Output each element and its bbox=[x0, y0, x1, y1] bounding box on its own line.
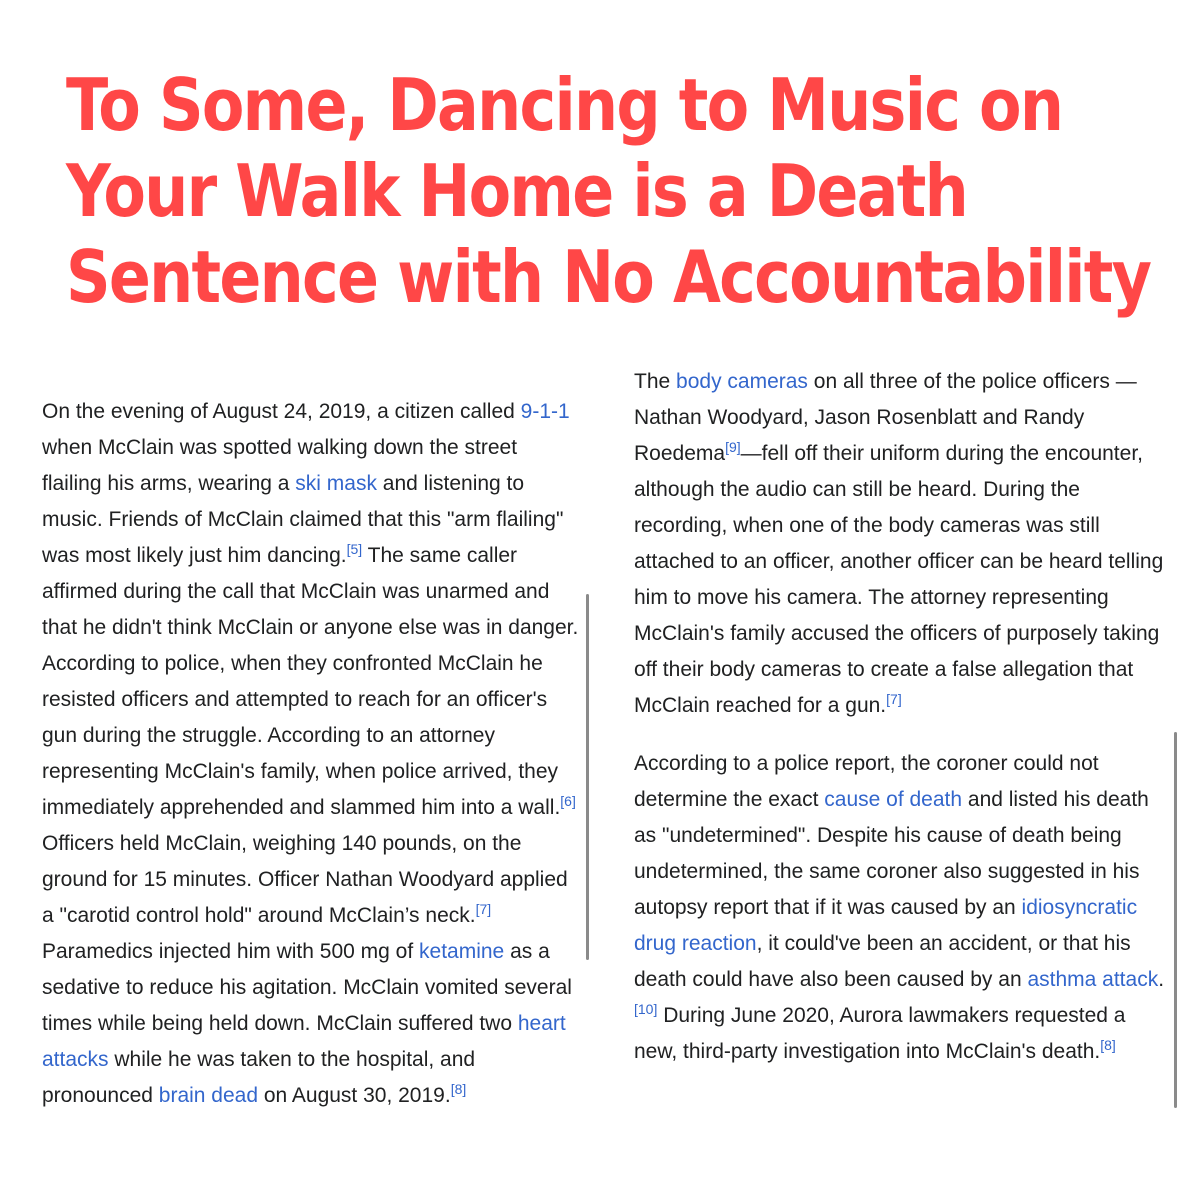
text: Officers held McClain, weighing 140 pounds, on the ground for 15 minutes. Officer Nathan Woodyard applied a "carotid control hold" around McClain’s neck. bbox=[42, 832, 568, 927]
citation-7[interactable]: [7] bbox=[886, 691, 902, 707]
text: when McClain was spotted walking down the street flailing his arms, wearing a bbox=[42, 436, 518, 495]
right-column bbox=[634, 364, 1168, 1070]
text: , it could've been an accident, or that his death could have also been caused by an bbox=[634, 932, 1131, 991]
link-idiosyncratic-drug-reaction[interactable]: idiosyncratic drug reaction bbox=[634, 896, 1138, 955]
link-heart-attacks[interactable]: heart attacks bbox=[42, 1012, 566, 1071]
headline bbox=[66, 62, 1151, 320]
left-column bbox=[42, 394, 582, 1114]
link-brain-dead[interactable]: brain dead bbox=[158, 1084, 259, 1107]
left-column-scrollbar[interactable] bbox=[586, 594, 589, 960]
citation-8[interactable]: [8] bbox=[450, 1081, 467, 1097]
text: According to a police report, the coroner could not determine the exact bbox=[634, 752, 1099, 811]
text: on August 30, 2019. bbox=[258, 1084, 451, 1107]
citation-10[interactable]: [10] bbox=[634, 1001, 658, 1017]
link-cause-of-death[interactable]: cause of death bbox=[824, 788, 963, 811]
headline-line-1: To Some, Dancing to Music on bbox=[66, 63, 1063, 147]
link-ski-mask[interactable]: ski mask bbox=[295, 472, 377, 495]
link-asthma-attack[interactable]: asthma attack bbox=[1027, 968, 1159, 991]
citation-6[interactable]: [6] bbox=[560, 793, 576, 809]
citation-9[interactable]: [9] bbox=[725, 439, 741, 455]
citation-8[interactable]: [8] bbox=[1100, 1037, 1116, 1053]
text: while he was taken to the hospital, and pronounced bbox=[42, 1048, 476, 1107]
link-911[interactable]: 9-1-1 bbox=[520, 400, 570, 423]
link-body-cameras[interactable]: body cameras bbox=[676, 370, 808, 393]
text: Paramedics injected him with 500 mg of bbox=[42, 940, 420, 963]
headline-line-3: Sentence with No Accountability bbox=[66, 235, 1151, 319]
text: as a sedative to reduce his agitation. McClain vomited several times while being held down. McClain suffered two bbox=[42, 940, 572, 1035]
body-cameras-paragraph bbox=[634, 364, 1168, 724]
citation-5[interactable]: [5] bbox=[346, 541, 363, 557]
headline-line-2: Your Walk Home is a Death bbox=[66, 149, 967, 233]
coroner-paragraph bbox=[634, 746, 1168, 1070]
link-ketamine[interactable]: ketamine bbox=[419, 940, 505, 963]
text: The same caller affirmed during the call that McClain was unarmed and that he didn't think McClain or anyone else was in danger. According to police, when they confronted McClain he resisted officers and attempted to reach for an officer's gun during the struggle. According to an attorney representing McClain's family, when police arrived, they immediately apprehended and slammed him into a wall. bbox=[42, 544, 579, 819]
right-column-scrollbar[interactable] bbox=[1174, 732, 1177, 1108]
text: On the evening of August 24, 2019, a citizen called bbox=[42, 400, 521, 423]
text: and listening to music. Friends of McClain claimed that this "arm flailing" was most likely just him dancing. bbox=[42, 472, 564, 567]
text: . bbox=[1158, 968, 1165, 991]
text: and listed his death as "undetermined". Despite his cause of death being undetermined, the same coroner also suggested in his autopsy report that if it was caused by an bbox=[634, 788, 1149, 919]
citation-7[interactable]: [7] bbox=[475, 901, 492, 917]
text: on all three of the police officers —Nathan Woodyard, Jason Rosenblatt and Randy Roedema bbox=[634, 370, 1137, 465]
text: The bbox=[634, 370, 677, 393]
incident-paragraph bbox=[42, 394, 582, 1114]
text: During June 2020, Aurora lawmakers requested a new, third-party investigation into McClain's death. bbox=[634, 1004, 1126, 1063]
text: —fell off their uniform during the encounter, although the audio can still be heard. During the recording, when one of the body cameras was still attached to an officer, another officer can be heard telling him to move his camera. The attorney representing McClain's family accused the officers of purposely taking off their body cameras to create a false allegation that McClain reached for a gun. bbox=[634, 442, 1164, 717]
